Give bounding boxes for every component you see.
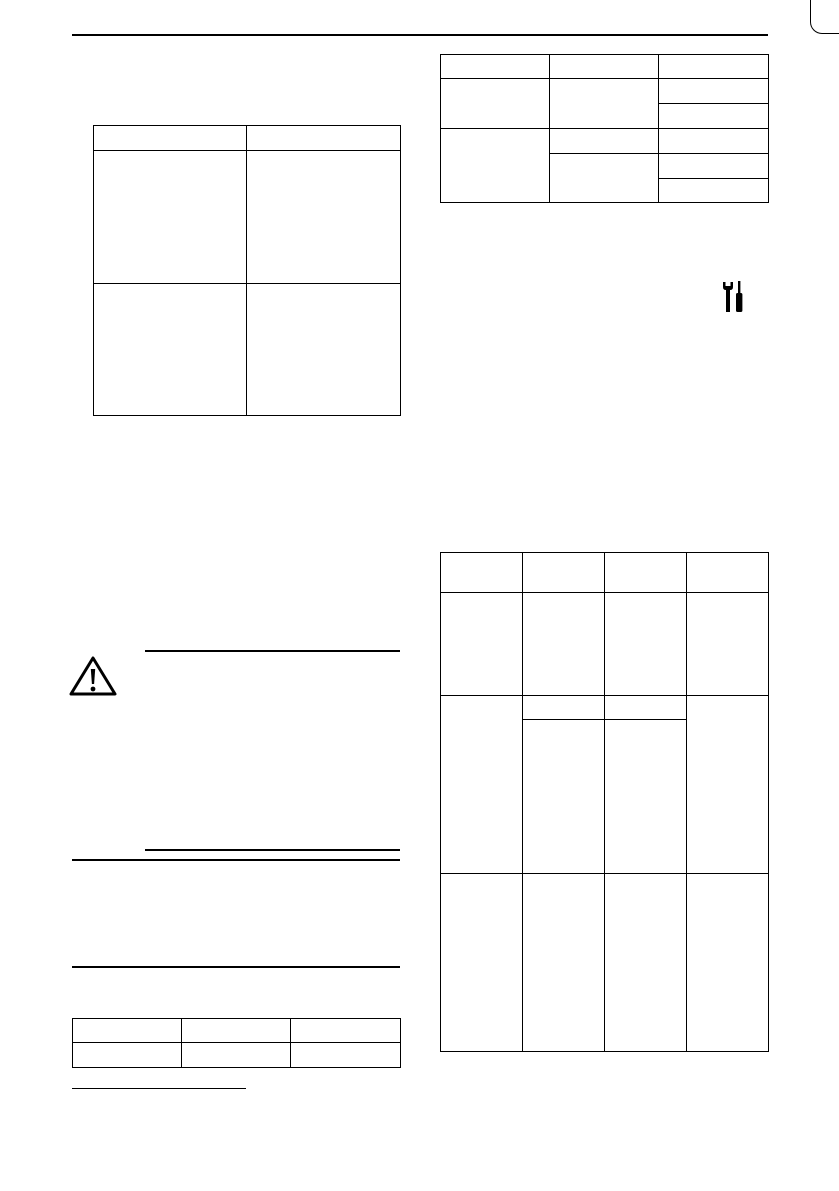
table-left-top: [93, 125, 401, 416]
table-header-cell: [687, 553, 769, 593]
table-header-cell: [73, 1019, 182, 1043]
page-edge-tab: [810, 0, 839, 34]
table-cell: [441, 874, 523, 1052]
table-cell: [247, 284, 401, 416]
table-cell: [550, 79, 659, 129]
table-cell: [659, 129, 769, 154]
table-row: [441, 79, 769, 104]
table-cell: [441, 79, 550, 129]
footnote-rule: [72, 1088, 246, 1089]
table-cell: [659, 179, 769, 203]
table-cell: [94, 151, 247, 284]
header-rule: [72, 34, 768, 36]
table-cell: [523, 720, 605, 874]
table-row: [441, 696, 769, 720]
table-row: [94, 151, 401, 284]
table-row: [94, 284, 401, 416]
table-cell: [523, 696, 605, 720]
table-header-cell: [94, 126, 247, 151]
table-cell: [605, 720, 687, 874]
table-row: [441, 593, 769, 696]
wrench-screwdriver-icon: [721, 280, 745, 314]
table-header-cell: [291, 1019, 401, 1043]
table-row: [441, 874, 769, 1052]
table-header-cell: [550, 55, 659, 79]
table-cell: [247, 151, 401, 284]
table-header-cell: [441, 553, 523, 593]
table-header-row: [94, 126, 401, 151]
table-header-cell: [659, 55, 769, 79]
table-cell: [441, 129, 550, 203]
table-cell: [605, 696, 687, 720]
table-right-bottom: [440, 552, 769, 1052]
note-top-rule: [72, 859, 400, 861]
table-cell: [441, 696, 523, 874]
table-header-cell: [605, 553, 687, 593]
table-header-row: [441, 553, 769, 593]
table-header-cell: [523, 553, 605, 593]
table-right-top: [440, 54, 769, 203]
table-row: [73, 1043, 401, 1068]
table-cell: [659, 79, 769, 104]
table-cell: [550, 154, 659, 203]
table-header-row: [441, 55, 769, 79]
table-cell: [441, 593, 523, 696]
table-cell: [73, 1043, 182, 1068]
table-header-cell: [247, 126, 401, 151]
table-cell: [605, 593, 687, 696]
table-header-cell: [182, 1019, 291, 1043]
table-cell: [605, 874, 687, 1052]
table-cell: [687, 874, 769, 1052]
table-cell: [687, 593, 769, 696]
table-cell: [291, 1043, 401, 1068]
table-cell: [659, 104, 769, 129]
table-cell: [94, 284, 247, 416]
table-header-cell: [441, 55, 550, 79]
table-cell: [523, 874, 605, 1052]
table-row: [441, 129, 769, 154]
warning-bottom-rule: [145, 849, 400, 851]
warning-triangle-icon: [68, 655, 118, 697]
table-cell: [687, 696, 769, 874]
table-cell: [182, 1043, 291, 1068]
table-header-row: [73, 1019, 401, 1043]
warning-top-rule: [145, 650, 400, 652]
table-cell: [659, 154, 769, 179]
table-cell: [550, 129, 659, 154]
note-bottom-rule: [72, 966, 400, 968]
table-left-bottom: [72, 1018, 401, 1068]
table-cell: [523, 593, 605, 696]
